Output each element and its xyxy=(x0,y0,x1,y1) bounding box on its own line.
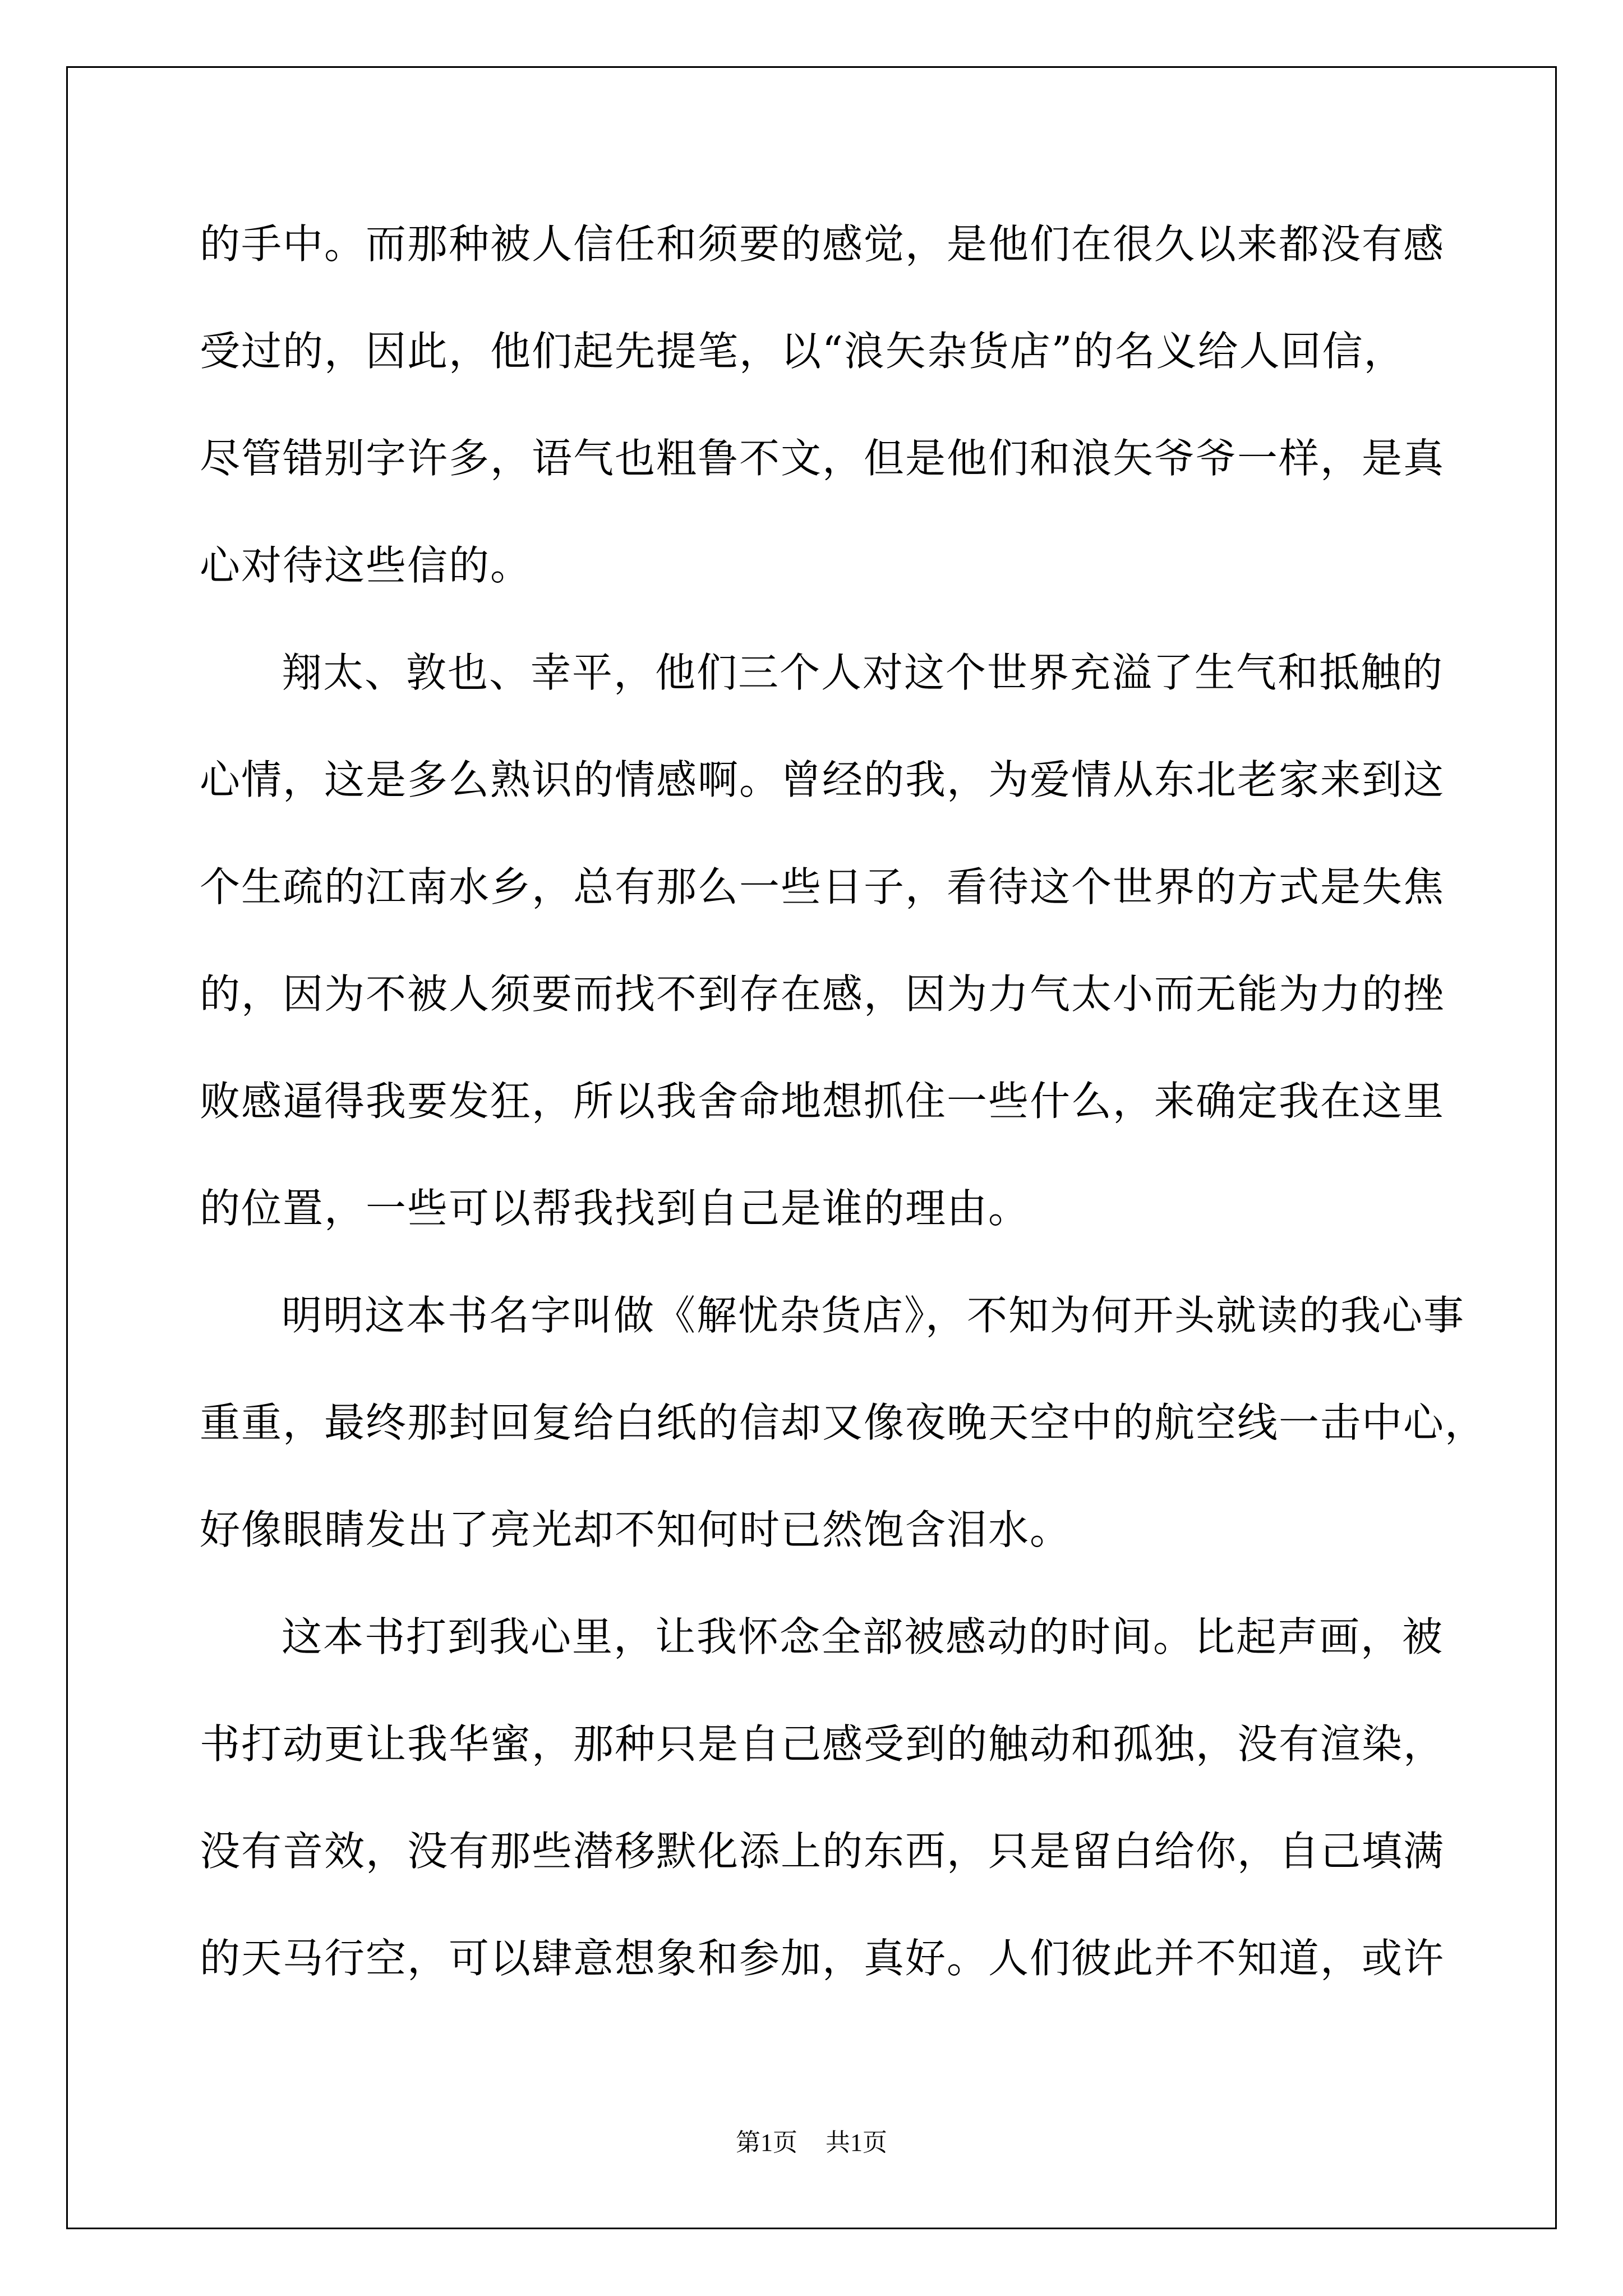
text-line: 的位置，一些可以帮我找到自己是谁的理由。 xyxy=(200,1185,1030,1232)
page-total: 共1页 xyxy=(826,2129,887,2156)
text-line: 这本书打到我心里，让我怀念全部被感动的时间。比起声画，被 xyxy=(282,1613,1444,1660)
text-line: 没有音效，没有那些潜移默化添上的东西，只是留白给你，自己填满 xyxy=(200,1828,1445,1875)
text-line: 心对待这些信的。 xyxy=(200,542,532,589)
text-line: 明明这本书名字叫做《解忧杂货店》，不知为何开头就读的我心事 xyxy=(282,1292,1465,1339)
text-line: 的手中。而那种被人信任和须要的感觉，是他们在很久以来都没有感 xyxy=(200,220,1445,268)
text-line: 的，因为不被人须要而找不到存在感，因为力气太小而无能为力的挫 xyxy=(200,970,1445,1018)
text-line: 尽管错别字许多，语气也粗鲁不文，但是他们和浪矢爷爷一样，是真 xyxy=(200,435,1445,482)
text-line: 的天马行空，可以肆意想象和参加，真好。人们彼此并不知道，或许 xyxy=(200,1935,1445,1982)
text-line: 败感逼得我要发狂，所以我舍命地想抓住一些什么，来确定我在这里 xyxy=(200,1078,1445,1125)
text-line: 书打动更让我华蜜，那种只是自己感受到的触动和孤独，没有渲染， xyxy=(200,1720,1445,1768)
text-line: 受过的，因此，他们起先提笔，以“浪矢杂货店”的名义给人回信， xyxy=(200,328,1405,375)
text-line: 个生疏的江南水乡，总有那么一些日子，看待这个世界的方式是失焦 xyxy=(200,863,1445,910)
text-line: 心情，这是多么熟识的情感啊。曾经的我，为爱情从东北老家来到这 xyxy=(200,756,1445,803)
text-line: 重重，最终那封回复给白纸的信却又像夜晚天空中的航空线一击中心， xyxy=(200,1399,1487,1446)
text-line: 好像眼睛发出了亮光却不知何时已然饱含泪水。 xyxy=(200,1506,1072,1553)
text-line: 翔太、敦也、幸平，他们三个人对这个世界充溢了生气和抵触的 xyxy=(282,649,1444,696)
page-footer xyxy=(0,2126,1623,2160)
document-body xyxy=(200,213,1487,2035)
page-number: 第1页 xyxy=(736,2129,797,2156)
